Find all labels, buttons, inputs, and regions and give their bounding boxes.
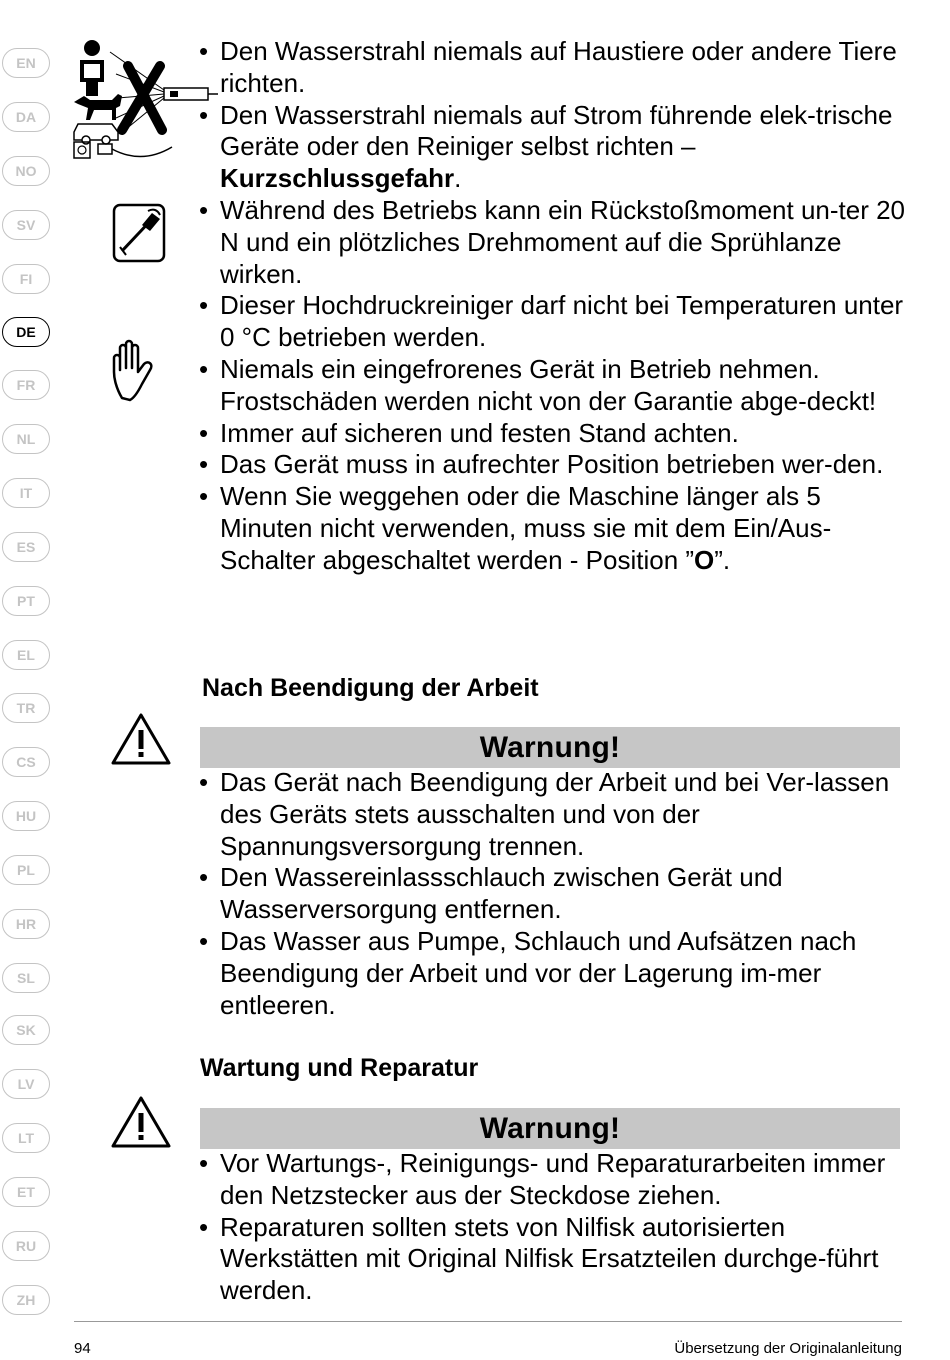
language-tabs — [0, 0, 56, 1360]
lang-tab-ru[interactable]: RU — [2, 1231, 50, 1261]
section-heading — [196, 673, 908, 703]
lang-tab-tr[interactable]: TR — [2, 693, 50, 723]
lang-tab-no[interactable]: NO — [2, 156, 50, 186]
safety-instructions — [196, 36, 908, 577]
footer-divider — [74, 1321, 902, 1322]
emphasis: Kurzschlussgefahr — [220, 163, 455, 194]
lang-tab-nl[interactable]: NL — [2, 424, 50, 454]
section-heading — [196, 1053, 908, 1083]
lang-tab-sk[interactable]: SK — [2, 1015, 50, 1045]
lang-tab-et[interactable]: ET — [2, 1177, 50, 1207]
warning-triangle-icon — [110, 1095, 172, 1149]
page-number: 94 — [74, 1340, 91, 1357]
footer-title: Übersetzung der Originalanleitung — [674, 1340, 902, 1357]
lang-tab-cs[interactable]: CS — [2, 747, 50, 777]
list-item: • Dieser Hochdruckreiniger darf nicht bei Temperaturen unter 0 °C betrieben werden. — [196, 290, 908, 354]
list-item: • Das Gerät muss in aufrechter Position betrieben wer-den. — [196, 449, 908, 481]
emphasis: O — [694, 544, 715, 575]
lang-tab-en[interactable]: EN — [2, 48, 50, 78]
frost-hand-icon — [108, 338, 166, 402]
maintenance-instructions — [196, 1148, 908, 1307]
list-item: • Niemals ein eingefrorenes Gerät in Betrieb nehmen. Frostschäden werden nicht von der Garantie abge-deckt! — [196, 354, 908, 418]
list-item: • Reparaturen sollten stets von Nilfisk autorisierten Werkstätten mit Original Nilfisk Ersatzteilen durchge-führt werden. — [196, 1212, 908, 1307]
lang-tab-sv[interactable]: SV — [2, 210, 50, 240]
heading-maintenance: Wartung und Reparatur — [200, 1054, 479, 1082]
lang-tab-hu[interactable]: HU — [2, 801, 50, 831]
list-item: • Wenn Sie weggehen oder die Maschine länger als 5 Minuten nicht verwenden, muss sie mit dem Ein/Aus-Schalter abgeschaltet werden - Position ”O”. — [196, 481, 908, 576]
lang-tab-lv[interactable]: LV — [2, 1069, 50, 1099]
bullet-list — [196, 1148, 908, 1307]
lang-tab-pt[interactable]: PT — [2, 586, 50, 616]
lang-tab-es[interactable]: ES — [2, 532, 50, 562]
list-item: • Den Wasserstrahl niemals auf Strom führende elek-trische Geräte oder den Reiniger selbst richten – Kurzschlussgefahr. — [196, 100, 908, 195]
lang-tab-fi[interactable]: FI — [2, 264, 50, 294]
list-item: • Den Wasserstrahl niemals auf Haustiere oder andere Tiere richten. — [196, 36, 908, 100]
kickback-lance-icon — [112, 203, 170, 263]
bullet-list — [196, 36, 908, 577]
heading-after-work: Nach Beendigung der Arbeit — [202, 674, 539, 702]
list-item: • Den Wassereinlassschlauch zwischen Gerät und Wasserversorgung entfernen. — [196, 862, 908, 926]
lang-tab-sl[interactable]: SL — [2, 963, 50, 993]
warning-banner: Warnung! — [200, 1108, 900, 1149]
bullet-list — [196, 767, 908, 1021]
lang-tab-da[interactable]: DA — [2, 102, 50, 132]
lang-tab-el[interactable]: EL — [2, 640, 50, 670]
lang-tab-hr[interactable]: HR — [2, 909, 50, 939]
lang-tab-fr[interactable]: FR — [2, 370, 50, 400]
warning-banner: Warnung! — [200, 727, 900, 768]
list-item: • Vor Wartungs-, Reinigungs- und Reparaturarbeiten immer den Netzstecker aus der Steckdose ziehen. — [196, 1148, 908, 1212]
list-item: • Das Gerät nach Beendigung der Arbeit und bei Ver-lassen des Geräts stets ausschalten und von der Spannungsversorgung trennen. — [196, 767, 908, 862]
list-item: • Während des Betriebs kann ein Rückstoßmoment un-ter 20 N und ein plötzliches Drehmoment auf die Sprühlanze wirken. — [196, 195, 908, 290]
lang-tab-de[interactable]: DE — [2, 317, 50, 347]
list-item: • Das Wasser aus Pumpe, Schlauch und Aufsätzen nach Beendigung der Arbeit und vor der Lagerung im-mer entleeren. — [196, 926, 908, 1021]
list-item: • Immer auf sicheren und festen Stand achten. — [196, 418, 908, 450]
lang-tab-zh[interactable]: ZH — [2, 1285, 50, 1315]
warning-triangle-icon — [110, 712, 172, 766]
after-work-instructions — [196, 767, 908, 1021]
lang-tab-lt[interactable]: LT — [2, 1123, 50, 1153]
lang-tab-pl[interactable]: PL — [2, 855, 50, 885]
lang-tab-it[interactable]: IT — [2, 478, 50, 508]
